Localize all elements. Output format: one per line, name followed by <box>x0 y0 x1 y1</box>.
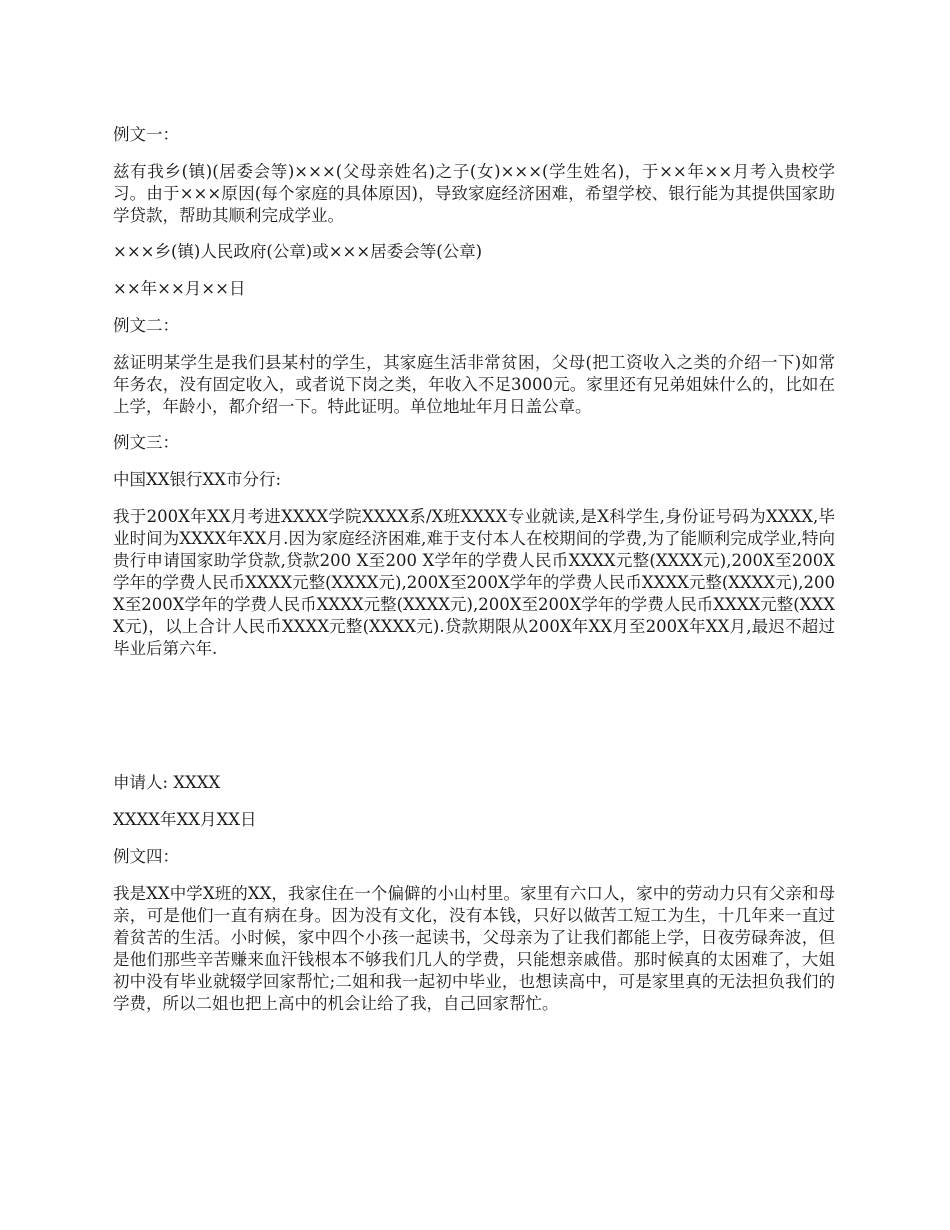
example1-heading: 例文一： <box>113 125 179 144</box>
example4-body: 我是XX中学X班的XX，我家住在一个偏僻的小山村里。家里有六口人，家中的劳动力只有父亲和母亲，可是他们一直有病在身。因为没有文化，没有本钱，只好以做苦工短工为生，十几年来一直过着贫苦的生活。小时候，家中四个小孩一起读书，父母亲为了让我们都能上学，日夜劳碌奔波，但是他们那些辛苦赚来血汗钱根本不够我们几人的学费，只能想亲戚借。那时候真的太困难了，大姐初中没有毕业就辍学回家帮忙;二姐和我一起初中毕业，也想读高中，可是家里真的无法担负我们的学费，所以二姐也把上高中的机会让给了我，自己回家帮忙。 <box>113 884 835 1013</box>
blank-space <box>113 674 835 772</box>
example3-heading: 例文三： <box>113 433 179 452</box>
document-page <box>113 124 835 1029</box>
example2-body: 兹证明某学生是我们县某村的学生，其家庭生活非常贫困，父母(把工资收入之类的介绍一下)如常年务农，没有固定收入，或者说下岗之类，年收入不足3000元。家里还有兄弟姐妹什么的，比如在上学，年龄小，都介绍一下。特此证明。单位地址年月日盖公章。 <box>113 353 835 416</box>
example1-signature: ×××乡(镇)人民政府(公章)或×××居委会等(公章) <box>113 242 483 261</box>
example3-applicant: 申请人: XXXX <box>113 773 221 792</box>
example4-heading: 例文四： <box>113 847 179 866</box>
example3-salutation: 中国XX银行XX市分行: <box>113 470 282 489</box>
example3-body: 我于200X年XX月考进XXXX学院XXXX系/X班XXXX专业就读,是X科学生,身份证号码为XXXX,毕业时间为XXXX年XX月.因为家庭经济困难,难于支付本人在校期间的学费,为了能顺利完成学业,特向贵行申请国家助学贷款,贷款200 X至200 X学年的学费人民币XXXX元整(XXXX元),200X至200X学年的学费人民币XXXX元整(XXXX元),200X至200X学年的学费人民币XXXX元整(XXXX元),200X至200X学年的学费人民币XXXX元整(XXXX元),200X至200X学年的学费人民币XXXX元整(XXXX元)，以上合计人民币XXXX元整(XXXX元).贷款期限从200X年XX月至200X年XX月,最迟不超过毕业后第六年. <box>113 507 835 658</box>
example1-date: ××年××月××日 <box>113 279 246 298</box>
example2-heading: 例文二： <box>113 316 179 335</box>
example3-date: XXXX年XX月XX日 <box>113 810 257 829</box>
example1-body: 兹有我乡(镇)(居委会等)×××(父母亲姓名)之子(女)×××(学生姓名)，于××年××月考入贵校学习。由于×××原因(每个家庭的具体原因)，导致家庭经济困难，希望学校、银行能为其提供国家助学贷款，帮助其顺利完成学业。 <box>113 162 835 225</box>
